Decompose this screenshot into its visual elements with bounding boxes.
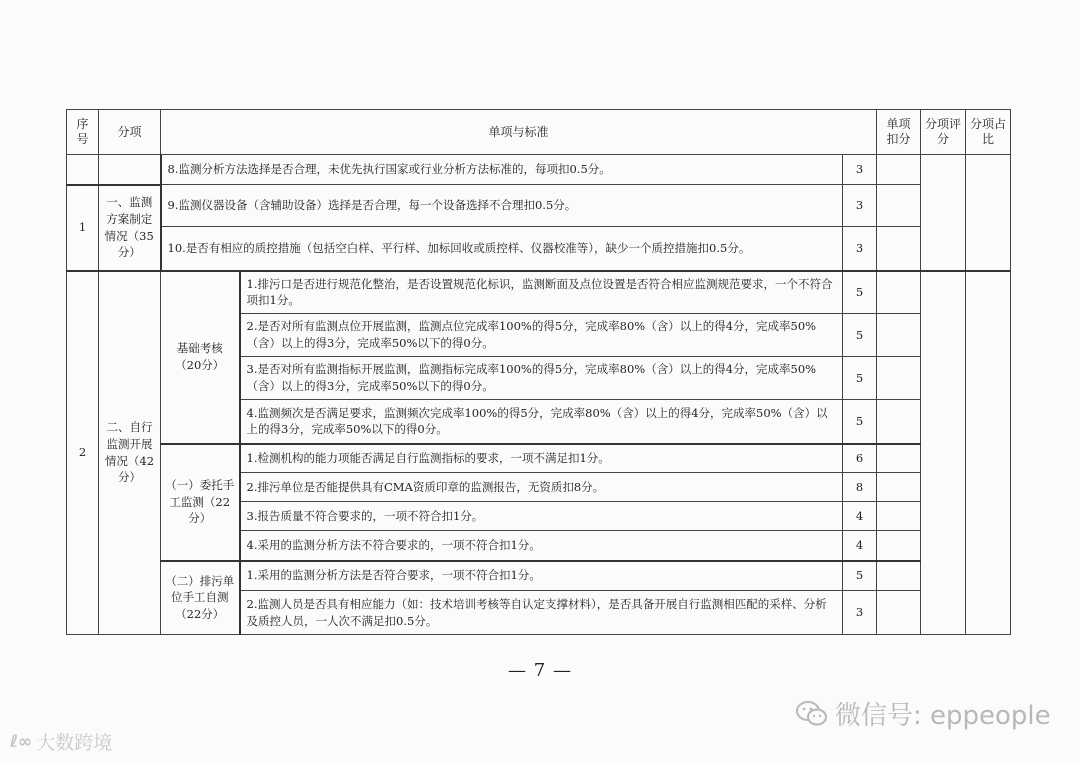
section-score-cell[interactable] [921,271,966,635]
row-score: 5 [843,357,877,400]
deduct-cell[interactable] [877,591,921,635]
row-score: 5 [843,561,877,591]
row-score: 6 [843,444,877,473]
page-number: — 7 — [508,660,572,681]
row-score: 3 [843,185,877,227]
row-score: 5 [843,314,877,357]
sec1-category: 一、监测方案制定情况（35分） [99,185,161,271]
deduct-cell[interactable] [877,400,921,444]
deduct-cell[interactable] [877,314,921,357]
wechat-icon [795,699,829,729]
sec2-category: 二、自行监测开展情况（42分） [99,271,161,635]
table-row: 2.是否对所有监测点位开展监测，监测点位完成率100%的得5分，完成率80%（含）以上的得4分，完成率50%（含）以上的得3分，完成率50%以下的得0分。 [240,314,843,357]
scoring-table [66,109,1011,635]
deduct-cell[interactable] [877,561,921,591]
deduct-cell[interactable] [877,473,921,502]
deduct-cell[interactable] [877,227,921,271]
row-score: 4 [843,531,877,561]
row-score: 3 [843,591,877,635]
header-seq: 序号 [67,110,99,155]
sec2-sub3-name: （二）排污单位手工自测（22分） [161,561,240,635]
table-row: 3.是否对所有监测指标开展监测，监测指标完成率100%的得5分，完成率80%（含）以上的得4分，完成率50%（含）以上的得3分，完成率50%以下的得0分。 [240,357,843,400]
watermark-left-text: 大数跨境 [36,732,113,754]
deduct-cell[interactable] [877,357,921,400]
chain-logo-icon: ℓ∞ [10,731,33,752]
header-deduct: 单项扣分 [877,110,921,155]
watermark-left [10,728,112,755]
deduct-cell[interactable] [877,531,921,561]
row-score: 4 [843,502,877,531]
table-row: 3.报告质量不符合要求的，一项不符合扣1分。 [240,502,843,531]
table-row: 4.采用的监测分析方法不符合要求的，一项不符合扣1分。 [240,531,843,561]
deduct-cell[interactable] [877,271,921,314]
row-score: 5 [843,271,877,314]
table-row: 8.监测分析方法选择是否合理，未优先执行国家或行业分析方法标准的，每项扣0.5分。 [161,155,843,185]
sec1-category-cont [99,155,161,185]
table-row: 1.检测机构的能力项能否满足自行监测指标的要求，一项不满足扣1分。 [240,444,843,473]
sec1-seq-cont [67,155,99,185]
row-score: 5 [843,400,877,444]
row-score: 3 [843,155,877,185]
table-row: 4.监测频次是否满足要求，监测频次完成率100%的得5分，完成率80%（含）以上的得4分，完成率50%（含）以上的得3分，完成率50%以下的得0分。 [240,400,843,444]
watermark-right [795,695,1051,732]
row-score: 3 [843,227,877,271]
table-row: 10.是否有相应的质控措施（包括空白样、平行样、加标回收或质控样、仪器校准等），缺少一个质控措施扣0.5分。 [161,227,843,271]
deduct-cell[interactable] [877,502,921,531]
header-score: 分项评分 [921,110,966,155]
watermark-right-text: 微信号: eppeople [835,701,1051,731]
header-standard: 单项与标准 [161,110,877,155]
table-row: 2.监测人员是否具有相应能力（如：技术培训考核等自认定支撑材料），是否具备开展自行监测相匹配的采样、分析及质控人员，一人次不满足扣0.5分。 [240,591,843,635]
deduct-cell[interactable] [877,185,921,227]
table-row: 2.排污单位是否能提供具有CMA资质印章的监测报告，无资质扣8分。 [240,473,843,502]
sec2-sub1-name: 基础考核（20分） [161,271,240,444]
header-item: 分项 [99,110,161,155]
sec1-seq: 1 [67,185,99,271]
deduct-cell[interactable] [877,444,921,473]
header-ratio: 分项占比 [966,110,1011,155]
sec2-sub2-name: （一）委托手工监测（22分） [161,444,240,561]
row-score: 8 [843,473,877,502]
deduct-cell[interactable] [877,155,921,185]
table-row: 9.监测仪器设备（含辅助设备）选择是否合理，每一个设备选择不合理扣0.5分。 [161,185,843,227]
sec2-seq: 2 [67,271,99,635]
section-score-cell[interactable] [921,155,966,271]
section-ratio-cell[interactable] [966,155,1011,271]
table-row: 1.采用的监测分析方法是否符合要求，一项不符合扣1分。 [240,561,843,591]
table-row: 1.排污口是否进行规范化整治，是否设置规范化标识，监测断面及点位设置是否符合相应监测规范要求，一个不符合项扣1分。 [240,271,843,314]
section-ratio-cell[interactable] [966,271,1011,635]
